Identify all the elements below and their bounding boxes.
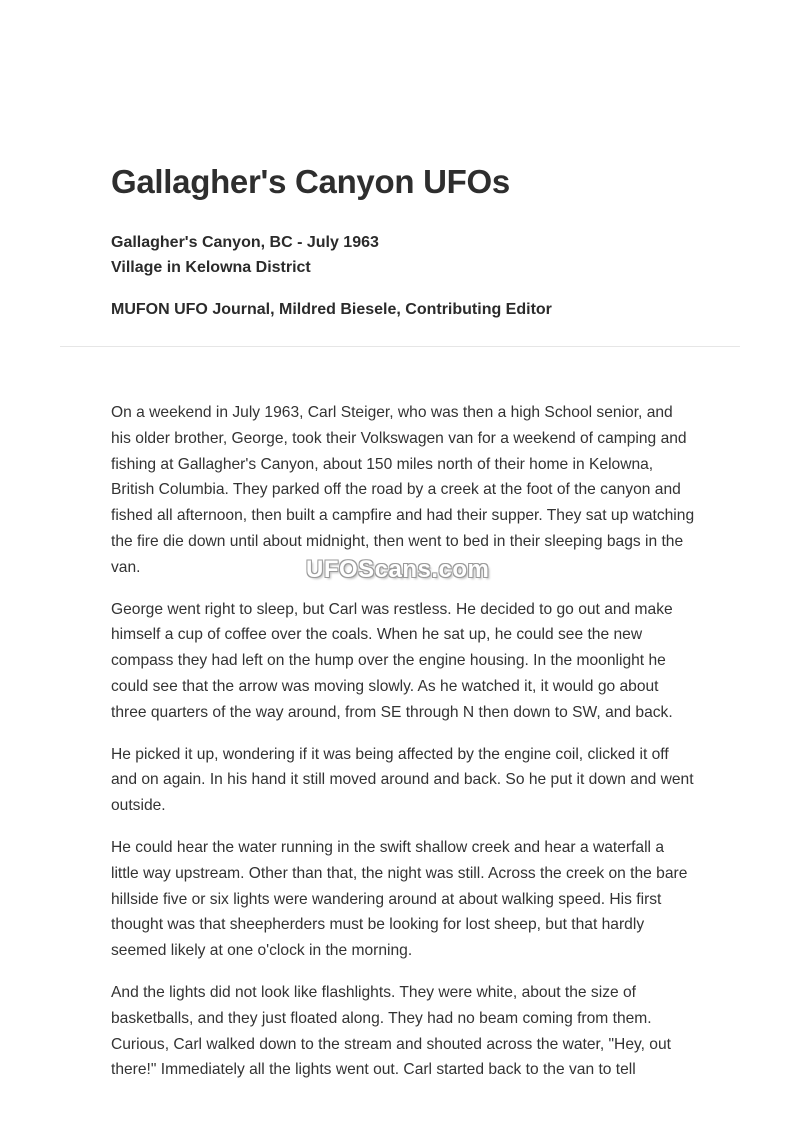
article-paragraph: He could hear the water running in the swift shallow creek and hear a waterfall a little way upstream. Other than that, the night was still. Across the creek on the bare hillside five or six lights were wandering around at about walking speed. His first thought was that sheepherders must be looking for lost sheep, but that hardly seemed likely at one o'clock in the morning. bbox=[111, 838, 688, 960]
place-note-line: Village in Kelowna District bbox=[111, 259, 311, 276]
article-paragraph: George went right to sleep, but Carl was restless. He decided to go out and make himself a cup of coffee over the coals. When he sat up, he could see the new compass they had left on the hump over the engine housing. In the moonlight he could see that the arrow was moving slowly. As he watched it, it would go about three quarters of the way around, from SE through N then down to SW, and back. bbox=[111, 600, 673, 721]
article-paragraph: He picked it up, wondering if it was being affected by the engine coil, clicked it off and on again. In his hand it still moved around and back. So he put it down and went outside. bbox=[111, 745, 694, 815]
header-divider bbox=[60, 346, 740, 347]
page-title: Gallagher's Canyon UFOs bbox=[111, 163, 510, 200]
watermark: UFOScans.com bbox=[306, 556, 490, 583]
article-meta bbox=[111, 230, 711, 280]
article-body bbox=[111, 400, 695, 1099]
article-paragraph: And the lights did not look like flashlights. They were white, about the size of basketballs, and they just floated along. They had no beam coming from them. Curious, Carl walked down to the stream and shouted across the water, "Hey, out there!" Immediately all the lights went out. Carl started back to the van to tell bbox=[111, 983, 671, 1079]
source-credit: MUFON UFO Journal, Mildred Biesele, Contributing Editor bbox=[111, 301, 552, 318]
article-header bbox=[111, 160, 711, 322]
location-line: Gallagher's Canyon, BC - July 1963 bbox=[111, 234, 379, 251]
article-paragraph: On a weekend in July 1963, Carl Steiger, who was then a high School senior, and his older brother, George, took their Volkswagen van for a weekend of camping and fishing at Gallagher's Canyon, about 150 miles north of their home in Kelowna, British Columbia. They parked off the road by a creek at the foot of the canyon and fished all afternoon, then built a campfire and had their supper. They sat up watching the fire die down until about midnight, then went to bed in their sleeping bags in the van. bbox=[111, 404, 695, 576]
